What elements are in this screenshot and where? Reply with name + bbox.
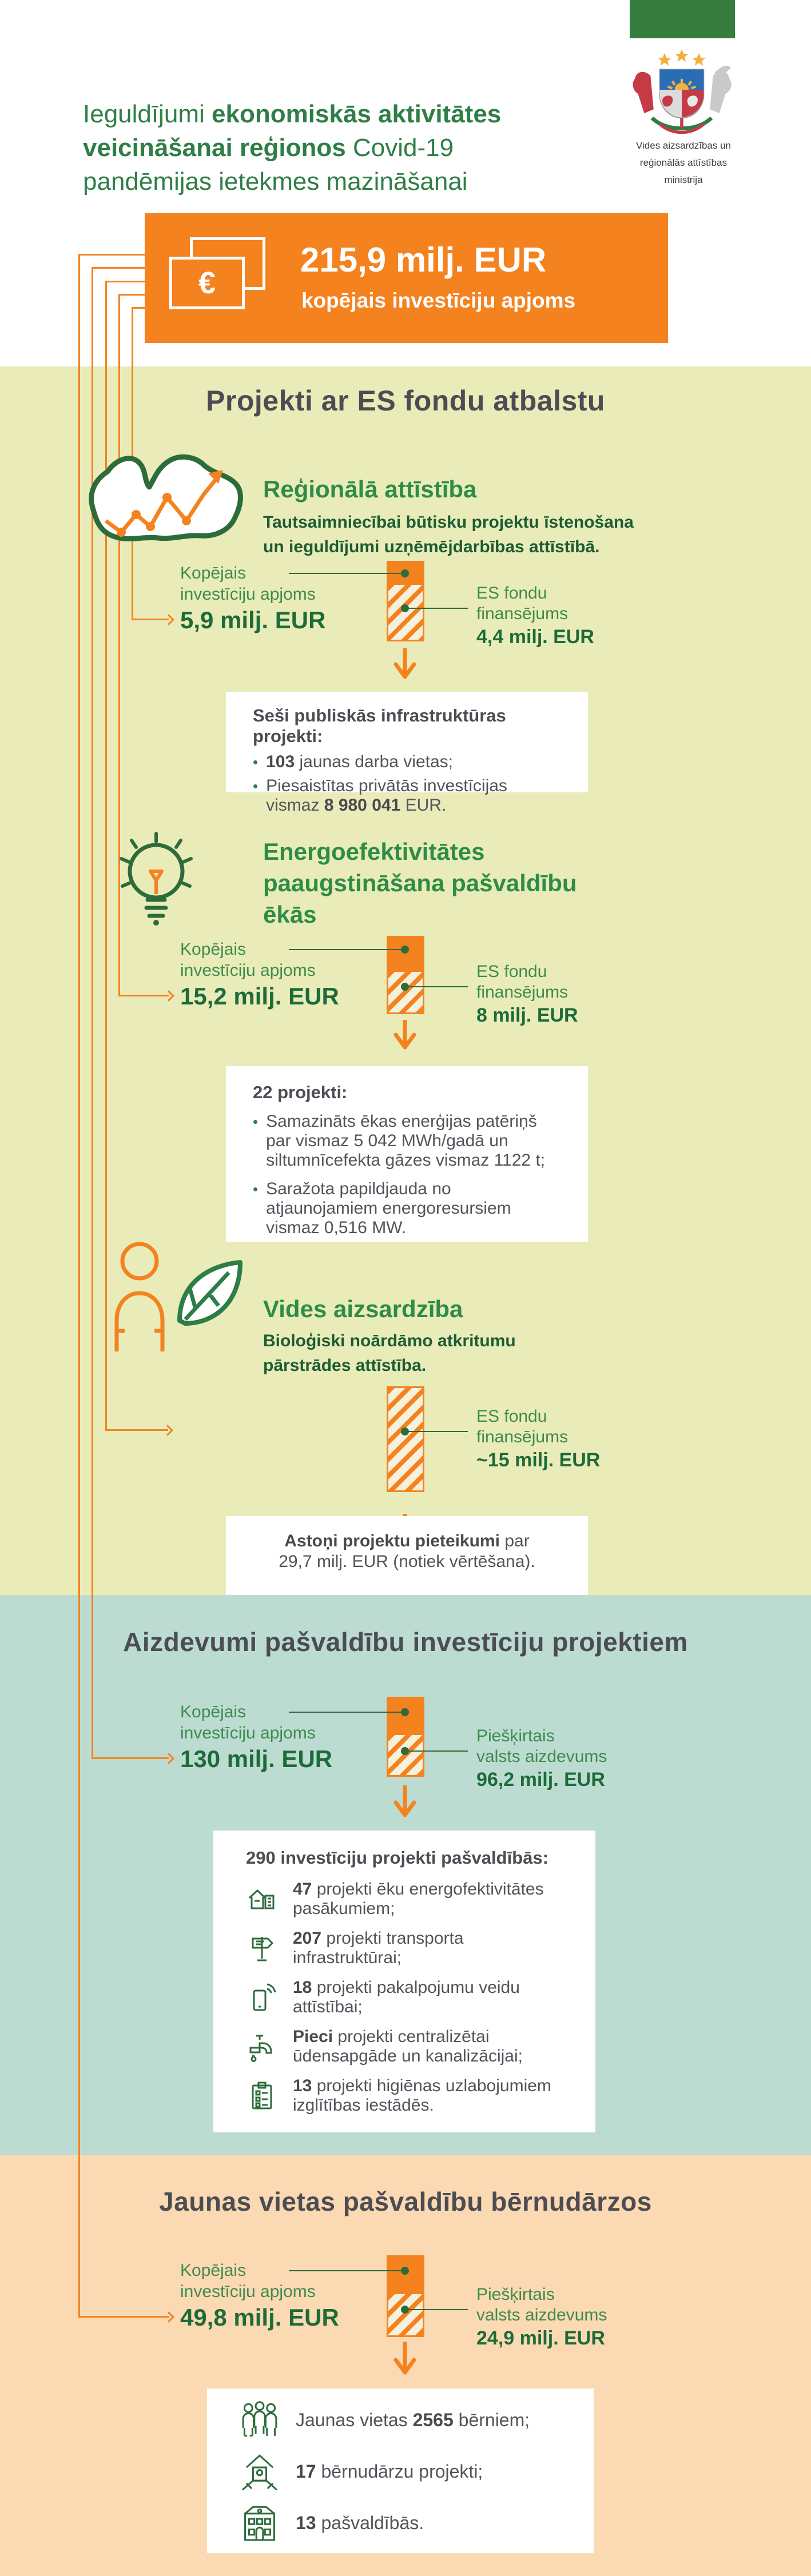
flag-green-rect bbox=[630, 0, 735, 38]
state-loan-label: Piešķirtais valsts aizdevums 24,9 milj. EUR bbox=[476, 2284, 671, 2350]
total-investment-value: 15,2 milj. EUR bbox=[180, 983, 339, 1010]
connector-line bbox=[78, 2316, 169, 2318]
smartphone-icon bbox=[246, 1981, 278, 2013]
callout-line bbox=[405, 2309, 468, 2310]
list-item: Pieci projekti centralizētai ūdensapgāde un kanalizācijai; bbox=[246, 2027, 578, 2066]
connector-line bbox=[118, 294, 145, 296]
banner-caption: kopējais investīciju apjoms bbox=[301, 289, 576, 312]
total-investment-label: Kopējais investīciju apjoms 130 milj. EUR bbox=[180, 1701, 352, 1772]
connector-line bbox=[105, 1429, 168, 1431]
total-investment-label: Kopējais investīciju apjoms 49,8 milj. EUR bbox=[180, 2260, 352, 2331]
es-funding-value: 4,4 milj. EUR bbox=[476, 626, 594, 648]
regional-title: Reģionālā attīstība bbox=[263, 476, 477, 503]
environment-results-box: Astoņi projektu pieteikumi par 29,7 milj. EUR (notiek vērtēšana). bbox=[226, 1516, 588, 1595]
callout-line bbox=[405, 986, 468, 987]
total-investment-value: 5,9 milj. EUR bbox=[180, 607, 326, 633]
es-funding-label: ES fondu finansējums 8 milj. EUR bbox=[476, 962, 671, 1027]
list-item: 13 projekti higiēnas uzlabojumiem izglītības iestādēs. bbox=[246, 2076, 578, 2115]
children-icon bbox=[238, 2399, 281, 2441]
connector-line bbox=[105, 281, 145, 282]
callout-dot bbox=[401, 2306, 409, 2314]
connector-line bbox=[78, 254, 145, 256]
regional-results-box: Seši publiskās infrastruktūras projekti: • 103 jaunas darba vietas; • Piesaistītas privātās investīcijas vismaz 8 980 041 EUR. bbox=[226, 692, 588, 792]
total-investment-value: 49,8 milj. EUR bbox=[180, 2304, 339, 2331]
ministry-line: reģionālās attīstības bbox=[639, 157, 727, 168]
list-item: • Piesaistītas privātās investīcijas vismaz 8 980 041 EUR. bbox=[253, 776, 507, 815]
list-item: 47 projekti ēku energofektivitātes pasākumiem; bbox=[246, 1880, 578, 1919]
list-item: • Saražota papildjauda no atjaunojamiem energoresursiem vismaz 0,516 MW. bbox=[253, 1179, 511, 1237]
connector-line bbox=[92, 267, 145, 269]
person-leaf-icon bbox=[104, 1234, 247, 1354]
kindergartens-results-box bbox=[207, 2388, 594, 2553]
euro-symbol: € bbox=[198, 266, 216, 300]
kindergarten-icon bbox=[238, 2450, 281, 2493]
es-funding-label: ES fondu finansējums 4,4 milj. EUR bbox=[476, 583, 671, 648]
es-funding-label: ES fondu finansējums ~15 milj. EUR bbox=[476, 1406, 671, 1472]
callout-dot bbox=[401, 2267, 409, 2275]
callout-dot bbox=[401, 1427, 409, 1435]
callout-dot bbox=[401, 983, 409, 991]
regional-body: Tautsaimniecībai būtisku projektu īstenošana un ieguldījumi uzņēmējdarbības attīstībā. bbox=[263, 513, 634, 556]
connector-line bbox=[92, 1757, 169, 1759]
callout-line bbox=[405, 1431, 468, 1432]
coat-of-arms-icon bbox=[627, 49, 737, 143]
down-arrow-icon bbox=[392, 2342, 418, 2377]
ministry-line: ministrija bbox=[664, 174, 703, 185]
ministry-line: Vides aizsardzības un bbox=[635, 140, 731, 151]
es-funding-value: ~15 milj. EUR bbox=[476, 1449, 601, 1471]
buildings-energy-icon bbox=[246, 1883, 278, 1915]
bar-environment bbox=[387, 1386, 424, 1492]
state-loan-value: 96,2 milj. EUR bbox=[476, 1769, 605, 1791]
callout-dot bbox=[401, 946, 409, 954]
down-arrow-icon bbox=[392, 1020, 418, 1052]
signpost-icon bbox=[246, 1932, 278, 1964]
state-loan-label: Piešķirtais valsts aizdevums 96,2 milj. EUR bbox=[476, 1726, 671, 1791]
total-investment-label: Kopējais investīciju apjoms 15,2 milj. EUR bbox=[180, 939, 352, 1010]
total-investment-label: Kopējais investīciju apjoms 5,9 milj. EUR bbox=[180, 563, 352, 633]
section-heading-es: Projekti ar ES fondu atbalstu bbox=[206, 385, 605, 417]
callout-dot bbox=[401, 569, 409, 577]
section-heading-loans: Aizdevumi pašvaldību investīciju projektiem bbox=[123, 1627, 688, 1657]
callout-line bbox=[405, 1750, 468, 1752]
banner-amount: 215,9 milj. EUR bbox=[300, 241, 547, 279]
environment-body: Bioloģiski noārdāmo atkritumu pārstrādes attīstība. bbox=[263, 1331, 516, 1375]
list-item: 17 bērnudārzu projekti; bbox=[238, 2450, 577, 2493]
callout-dot bbox=[401, 604, 409, 612]
faucet-icon bbox=[246, 2031, 278, 2063]
es-funding-value: 8 milj. EUR bbox=[476, 1004, 578, 1026]
environment-title: Vides aizsardzība bbox=[263, 1295, 463, 1322]
loans-results-box: 290 investīciju projekti pašvaldībās: 47 projekti ēku energofektivitātes pasākumiem; 207 projekti transporta infrastruktūrai; 18 projekti pakalpojumu veidu attīstībai; Pieci projekti centralizētai ūdensapgāde un kanalizācijai; 13 projekti higiēnas uzlabojumiem izglītības iestādēs. bbox=[213, 1831, 595, 2132]
energy-title: Energoefektivitātes paaugstināšana pašvaldību ēkās bbox=[263, 838, 577, 928]
total-banner bbox=[145, 213, 668, 343]
list-item: 18 projekti pakalpojumu veidu attīstībai; bbox=[246, 1978, 578, 2017]
list-item: 207 projekti transporta infrastruktūrai; bbox=[246, 1929, 578, 1968]
latvia-map-chart-icon bbox=[80, 439, 252, 565]
state-loan-value: 24,9 milj. EUR bbox=[476, 2327, 605, 2349]
total-investment-value: 130 milj. EUR bbox=[180, 1745, 333, 1772]
down-arrow-icon bbox=[392, 648, 418, 681]
euro-banknote-icon bbox=[169, 237, 265, 309]
callout-dot bbox=[401, 1747, 409, 1755]
clipboard-icon bbox=[246, 2080, 278, 2112]
list-item: Jaunas vietas 2565 bērniem; bbox=[238, 2399, 577, 2441]
callout-dot bbox=[401, 1708, 409, 1716]
lightbulb-icon bbox=[113, 830, 199, 930]
connector-line bbox=[118, 995, 169, 996]
callout-line bbox=[405, 608, 468, 609]
municipality-building-icon bbox=[238, 2502, 281, 2544]
list-item: • 103 jaunas darba vietas; bbox=[253, 752, 454, 771]
connector-line bbox=[132, 307, 145, 309]
page-title: Ieguldījumi ekonomiskās aktivitātes veicināšanai reģionos Covid-19 pandēmijas ietekmes mazināšanai bbox=[83, 100, 502, 196]
energy-results-box: 22 projekti: • Samazināts ēkas enerģijas patēriņš par vismaz 5 042 MWh/gadā un siltumnīcefekta gāzes vismaz 1122 t; • Saražota papildjauda no atjaunojamiem energoresursiem vismaz 0,516 MW. bbox=[226, 1066, 588, 1242]
list-item: 13 pašvaldībās. bbox=[238, 2502, 577, 2544]
list-item: • Samazināts ēkas enerģijas patēriņš par vismaz 5 042 MWh/gadā un siltumnīcefekta gāzes vismaz 1122 t; bbox=[253, 1112, 546, 1170]
down-arrow-icon bbox=[392, 1785, 418, 1820]
section-heading-kindergartens: Jaunas vietas pašvaldību bērnudārzos bbox=[159, 2187, 652, 2216]
